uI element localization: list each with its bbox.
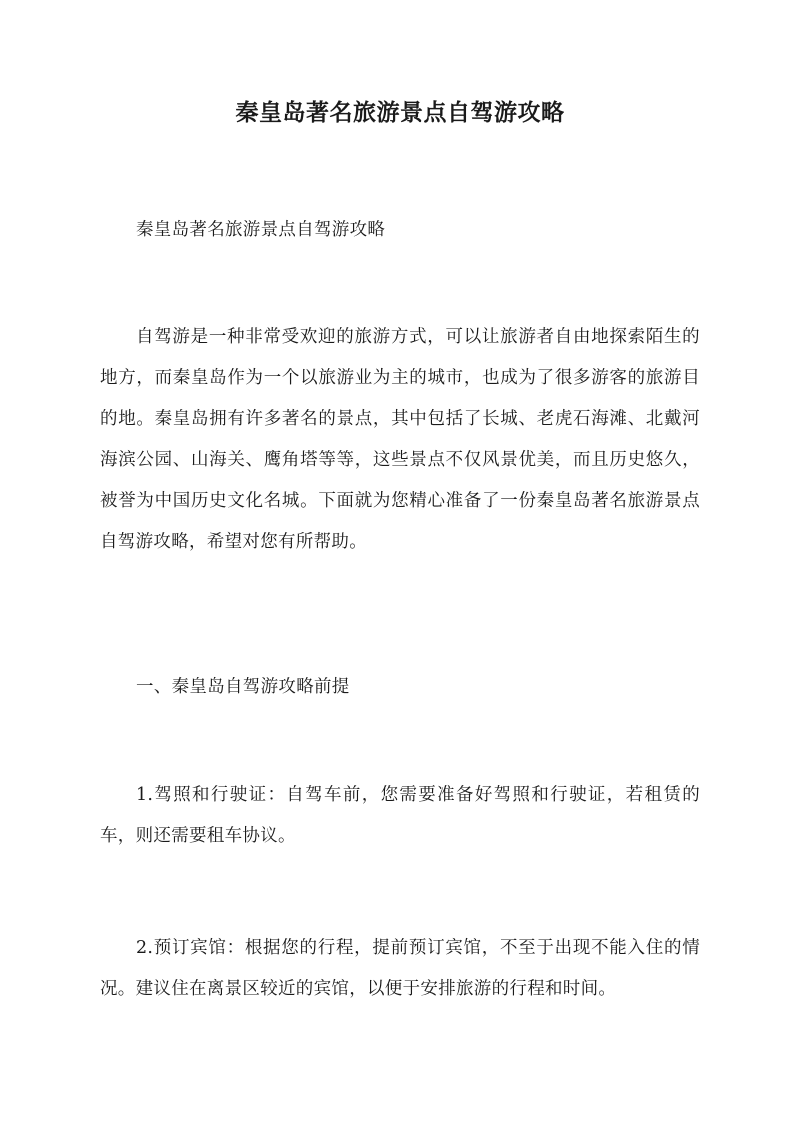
section-heading: 一、秦皇岛自驾游攻略前提 — [136, 677, 350, 697]
list-item: 1.驾照和行驶证：自驾车前，您需要准备好驾照和行驶证，若租赁的车，则还需要租车协议。 — [100, 785, 700, 846]
intro-paragraph: 自驾游是一种非常受欢迎的旅游方式，可以让旅游者自由地探索陌生的地方，而秦皇岛作为一个以旅游业为主的城市，也成为了很多游客的旅游目的地。秦皇岛拥有许多著名的景点，其中包括了长城、老虎石海滩、北戴河海滨公园、山海关、鹰角塔等等，这些景点不仅风景优美，而且历史悠久，被誉为中国历史文化名城。下面就为您精心准备了一份秦皇岛著名旅游景点自驾游攻略，希望对您有所帮助。 — [100, 327, 700, 552]
list-item: 2.预订宾馆：根据您的行程，提前预订宾馆，不至于出现不能入住的情况。建议住在离景区较近的宾馆，以便于安排旅游的行程和时间。 — [100, 938, 700, 999]
document-title: 秦皇岛著名旅游景点自驾游攻略 — [235, 99, 565, 126]
document-subtitle: 秦皇岛著名旅游景点自驾游攻略 — [136, 220, 386, 240]
